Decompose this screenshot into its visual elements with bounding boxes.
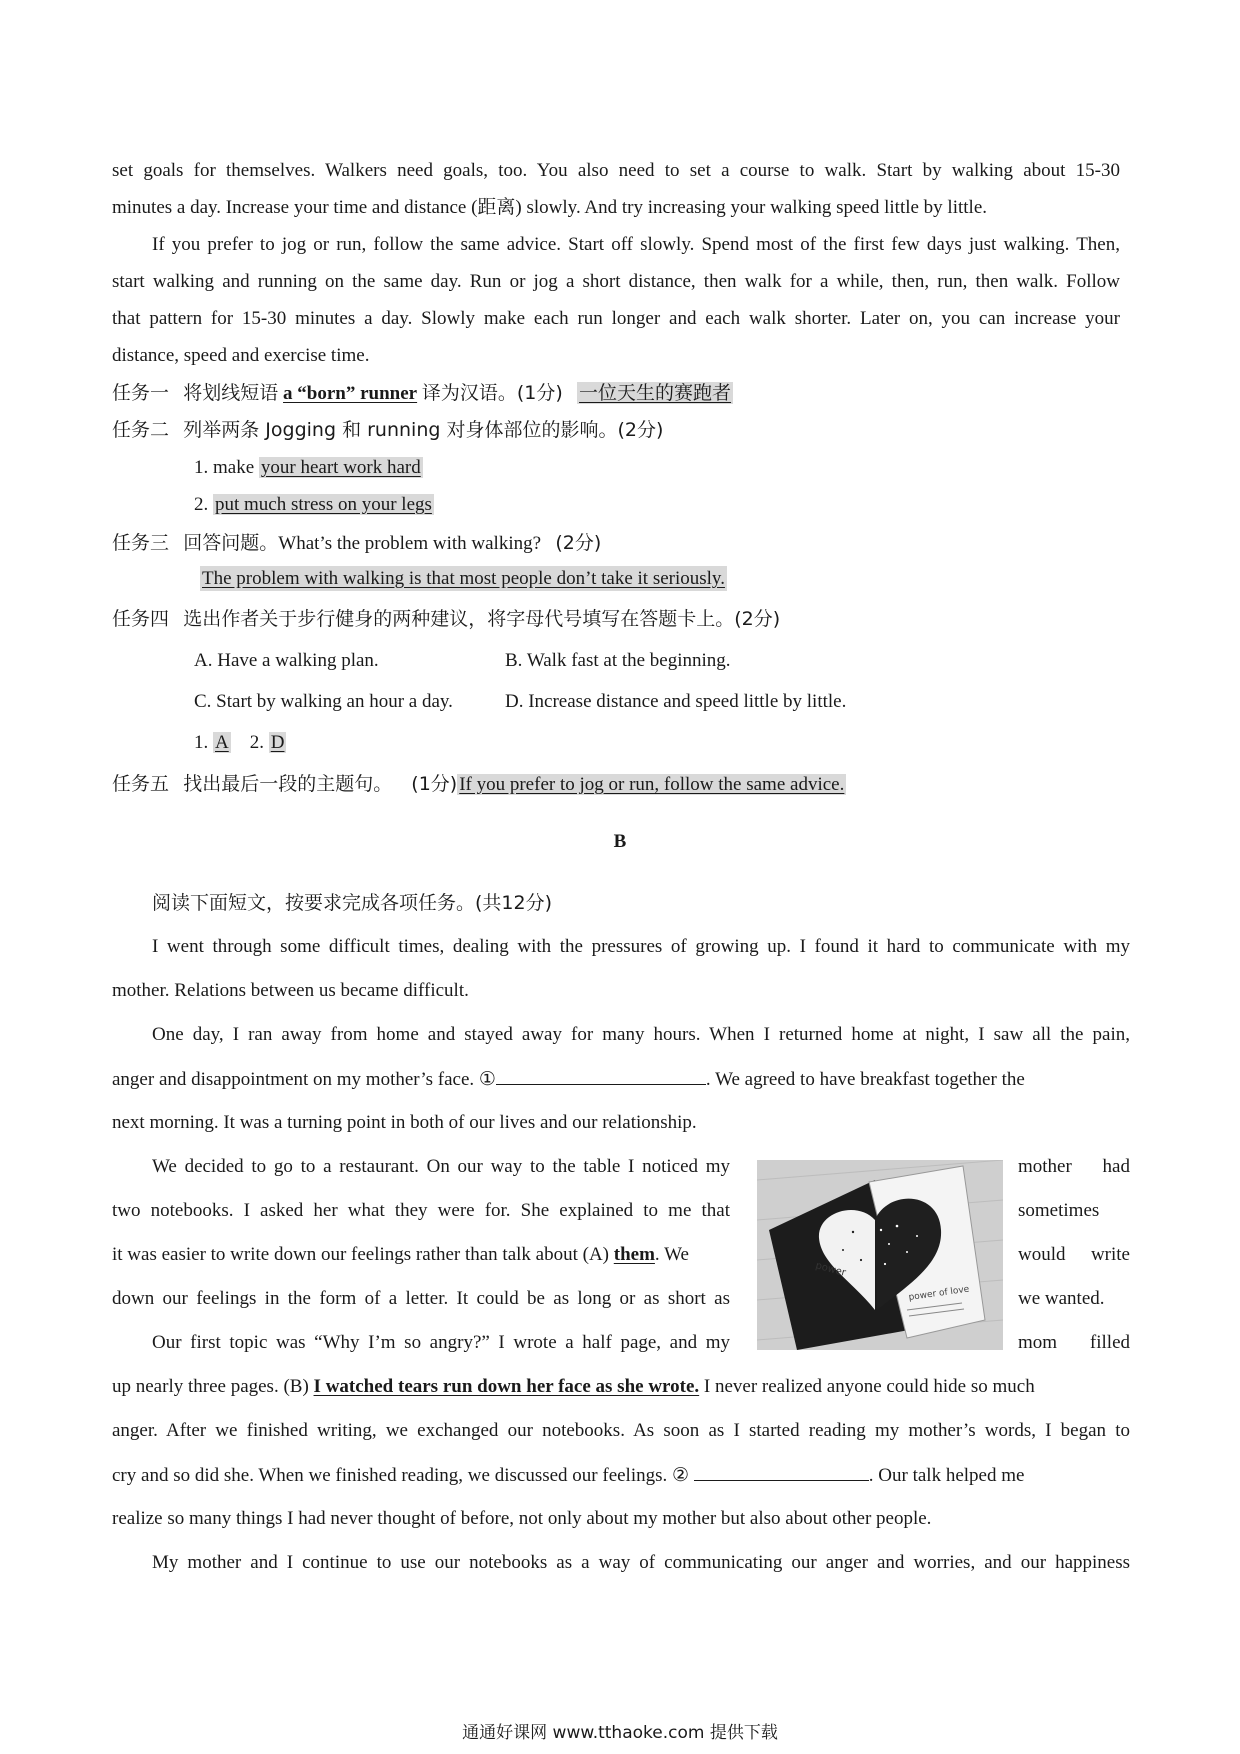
- task-text: 回答问题。: [183, 532, 279, 554]
- line-text: it was easier to write down our feelings rather than talk about (A): [112, 1244, 614, 1265]
- underlined-word: them: [613, 1244, 655, 1265]
- passage-line-right: mom filled: [1018, 1332, 1130, 1353]
- task-score: (1分): [411, 773, 458, 795]
- task-label: 任务二: [112, 419, 170, 441]
- notebook-text: power of love: [908, 1284, 970, 1303]
- task-3: [112, 530, 601, 557]
- passage-line-right: would write: [1018, 1244, 1130, 1265]
- passage-line: down our feelings in the form of a letter. It could be as long or as short as: [112, 1288, 730, 1309]
- item-number: 1.: [194, 457, 209, 478]
- answer-field: 一位天生的赛跑者: [579, 382, 732, 404]
- line-text: up nearly three pages. (B): [112, 1376, 314, 1397]
- passage-line: realize so many things I had never thought of before, not only about my mother but also about other people.: [112, 1508, 932, 1529]
- task-label: 任务三: [112, 532, 170, 554]
- task-text: 找出最后一段的主题句。: [183, 773, 393, 795]
- task-label: 任务一: [112, 382, 170, 404]
- section-heading: B: [613, 831, 627, 852]
- task-text: 列举两条 Jogging 和 running 对身体部位的影响。(2分): [183, 419, 664, 441]
- passage-line: that pattern for 15-30 minutes a day. Slowly make each run longer and each walk shorter. Later on, you can increase your: [112, 308, 1120, 329]
- option-d: D. Increase distance and speed little by little.: [505, 691, 847, 712]
- task-2-item-2: [194, 492, 434, 518]
- section-instruction: 阅读下面短文，按要求完成各项任务。(共12分): [152, 892, 553, 914]
- task-label: 任务五: [112, 773, 170, 795]
- answer-field: If you prefer to jog or run, follow the same advice.: [459, 774, 845, 795]
- passage-line: anger. After we finished writing, we exchanged our notebooks. As soon as I started reading my mother’s words, I began to: [112, 1420, 1130, 1441]
- answer-field: put much stress on your legs: [215, 494, 432, 515]
- page-footer: 通通好课网 www.tthaoke.com 提供下载: [462, 1723, 778, 1743]
- passage-line: next morning. It was a turning point in both of our lives and our relationship.: [112, 1112, 697, 1133]
- task-4: [112, 606, 780, 633]
- passage-line-with-blank: [112, 1462, 1130, 1489]
- notebooks-image: [757, 1160, 1003, 1350]
- passage-line: I went through some difficult times, dealing with the pressures of growing up. I found it hard to communicate with my: [152, 936, 1130, 957]
- task-text: 译为汉语。(1分): [421, 382, 563, 404]
- passage-line: One day, I ran away from home and stayed away for many hours. When I returned home at night, I saw all the pain,: [152, 1024, 1130, 1045]
- passage-line-right: mother had: [1018, 1156, 1130, 1177]
- line-text: . We agreed to have breakfast together the: [705, 1069, 1025, 1090]
- passage-line: two notebooks. I asked her what they were for. She explained to me that: [112, 1200, 730, 1221]
- option-c: C. Start by walking an hour a day.: [194, 691, 453, 712]
- answer-field: D: [270, 732, 285, 753]
- passage-line: If you prefer to jog or run, follow the same advice. Start off slowly. Spend most of the first few days just walking. Then,: [152, 234, 1120, 255]
- passage-line: [112, 1374, 1035, 1400]
- task-text: 选出作者关于步行健身的两种建议，将字母代号填写在答题卡上。(2分): [183, 608, 781, 630]
- underlined-phrase: a “born” runner: [283, 383, 418, 404]
- item-prefix: make: [213, 457, 259, 478]
- answer-field: The problem with walking is that most people don’t take it seriously.: [202, 568, 725, 589]
- task-text: 将划线短语: [183, 382, 279, 404]
- line-text: I never realized anyone could hide so much: [699, 1376, 1035, 1397]
- option-a: A. Have a walking plan.: [194, 650, 379, 671]
- underlined-sentence: I watched tears run down her face as she wrote.: [313, 1376, 700, 1397]
- task-question: What’s the problem with walking?: [278, 533, 542, 554]
- notebook-text: power: [814, 1260, 847, 1279]
- blank-1[interactable]: [496, 1066, 706, 1085]
- passage-line: mother. Relations between us became difficult.: [112, 980, 469, 1001]
- task-2-item-1: [194, 455, 423, 481]
- line-text: . We: [654, 1244, 689, 1265]
- answer-field: your heart work hard: [260, 457, 421, 478]
- task-1: [112, 380, 733, 407]
- task-4-answers: [194, 730, 286, 756]
- task-2: [112, 417, 663, 444]
- passage-line-right: sometimes: [1018, 1200, 1100, 1221]
- option-b: B. Walk fast at the beginning.: [505, 650, 731, 671]
- passage-line-right: we wanted.: [1018, 1288, 1105, 1309]
- task-score: (2分): [555, 532, 602, 554]
- line-text: . Our talk helped me: [868, 1465, 1025, 1486]
- passage-line: My mother and I continue to use our notebooks as a way of communicating our anger and worries, and our happiness: [152, 1552, 1130, 1573]
- line-text: anger and disappointment on my mother’s face. ①: [112, 1069, 496, 1090]
- passage-line: [112, 1242, 689, 1268]
- task-label: 任务四: [112, 608, 170, 630]
- item-number: 2.: [249, 732, 264, 753]
- passage-line: We decided to go to a restaurant. On our way to the table I noticed my: [152, 1156, 730, 1177]
- task-5: [112, 771, 846, 798]
- task-3-answer-row: [200, 566, 727, 592]
- blank-2[interactable]: [694, 1462, 869, 1481]
- item-number: 2.: [194, 494, 209, 515]
- passage-line-with-blank: [112, 1066, 1130, 1093]
- passage-line: Our first topic was “Why I’m so angry?” I wrote a half page, and my: [152, 1332, 730, 1353]
- passage-line: start walking and running on the same day. Run or jog a short distance, then walk for a while, then, run, then walk. Follow: [112, 271, 1120, 292]
- answer-field: A: [215, 732, 229, 753]
- passage-line: set goals for themselves. Walkers need goals, too. You also need to set a course to walk. Start by walking about 15-30: [112, 160, 1120, 181]
- passage-line: distance, speed and exercise time.: [112, 345, 370, 366]
- item-number: 1.: [194, 732, 209, 753]
- passage-line: minutes a day. Increase your time and distance (距离) slowly. And try increasing your walking speed little by little.: [112, 197, 988, 218]
- line-text: cry and so did she. When we finished reading, we discussed our feelings. ②: [112, 1465, 690, 1486]
